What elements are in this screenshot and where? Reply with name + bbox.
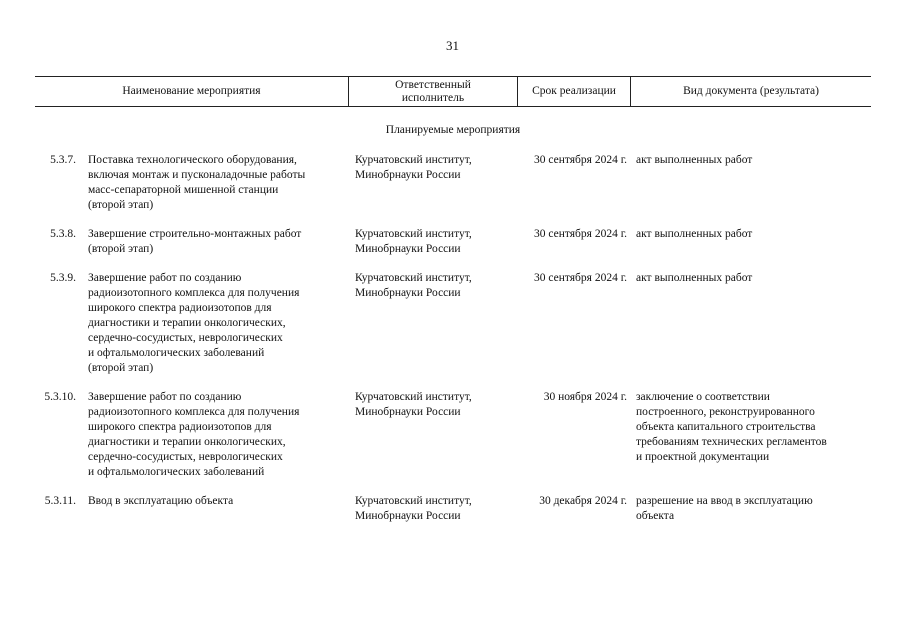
header-document: Вид документа (результата) [683, 85, 819, 97]
row-executor: Курчатовский институт, Минобрнауки России [355, 154, 472, 181]
row-number: 5.3.8. [50, 228, 76, 240]
row-name: Поставка технологического оборудования, включая монтаж и пусконаладочные работы масс-сепараторной мишенной станции (второй этап) [88, 154, 306, 211]
row-executor: Курчатовский институт, Минобрнауки России [355, 391, 472, 418]
row-deadline: 30 сентября 2024 г. [534, 154, 627, 166]
row-document: акт выполненных работ [636, 154, 753, 166]
header-deadline: Срок реализации [532, 85, 616, 97]
row-document: акт выполненных работ [636, 228, 753, 240]
row-document: разрешение на ввод в эксплуатацию объекта [636, 495, 813, 522]
row-number: 5.3.9. [50, 272, 76, 284]
header-executor: Ответственный исполнитель [395, 78, 471, 104]
row-name: Завершение строительно-монтажных работ (второй этап) [88, 228, 302, 255]
row-executor: Курчатовский институт, Минобрнауки России [355, 272, 472, 299]
row-number: 5.3.10. [44, 391, 76, 403]
row-executor: Курчатовский институт, Минобрнауки России [355, 228, 472, 255]
row-deadline: 30 сентября 2024 г. [534, 228, 627, 240]
row-deadline: 30 декабря 2024 г. [539, 495, 627, 507]
row-document: заключение о соответствии построенного, реконструированного объекта капитального строительства требованиям технических регламентов и проектной документации [636, 391, 827, 463]
row-number: 5.3.11. [44, 495, 76, 507]
row-document: акт выполненных работ [636, 272, 753, 284]
table-header-bottom-border [35, 106, 871, 107]
row-executor: Курчатовский институт, Минобрнауки России [355, 495, 472, 522]
row-number: 5.3.7. [50, 154, 76, 166]
row-name: Завершение работ по созданию радиоизотопного комплекса для получения широкого спектра радиоизотопов для диагностики и терапии онкологических, сердечно-сосудистых, неврологических и офтальмологических заболеваний [88, 391, 300, 478]
header-name: Наименование мероприятия [122, 85, 261, 97]
page-number: 31 [446, 38, 459, 53]
section-title: Планируемые мероприятия [385, 124, 521, 136]
row-deadline: 30 ноября 2024 г. [543, 391, 627, 403]
row-name: Завершение работ по созданию радиоизотопного комплекса для получения широкого спектра радиоизотопов для диагностики и терапии онкологических, сердечно-сосудистых, неврологических и офтальмологических заболеваний (второй этап) [88, 272, 300, 374]
row-name: Ввод в эксплуатацию объекта [88, 495, 234, 507]
row-deadline: 30 сентября 2024 г. [534, 272, 627, 284]
